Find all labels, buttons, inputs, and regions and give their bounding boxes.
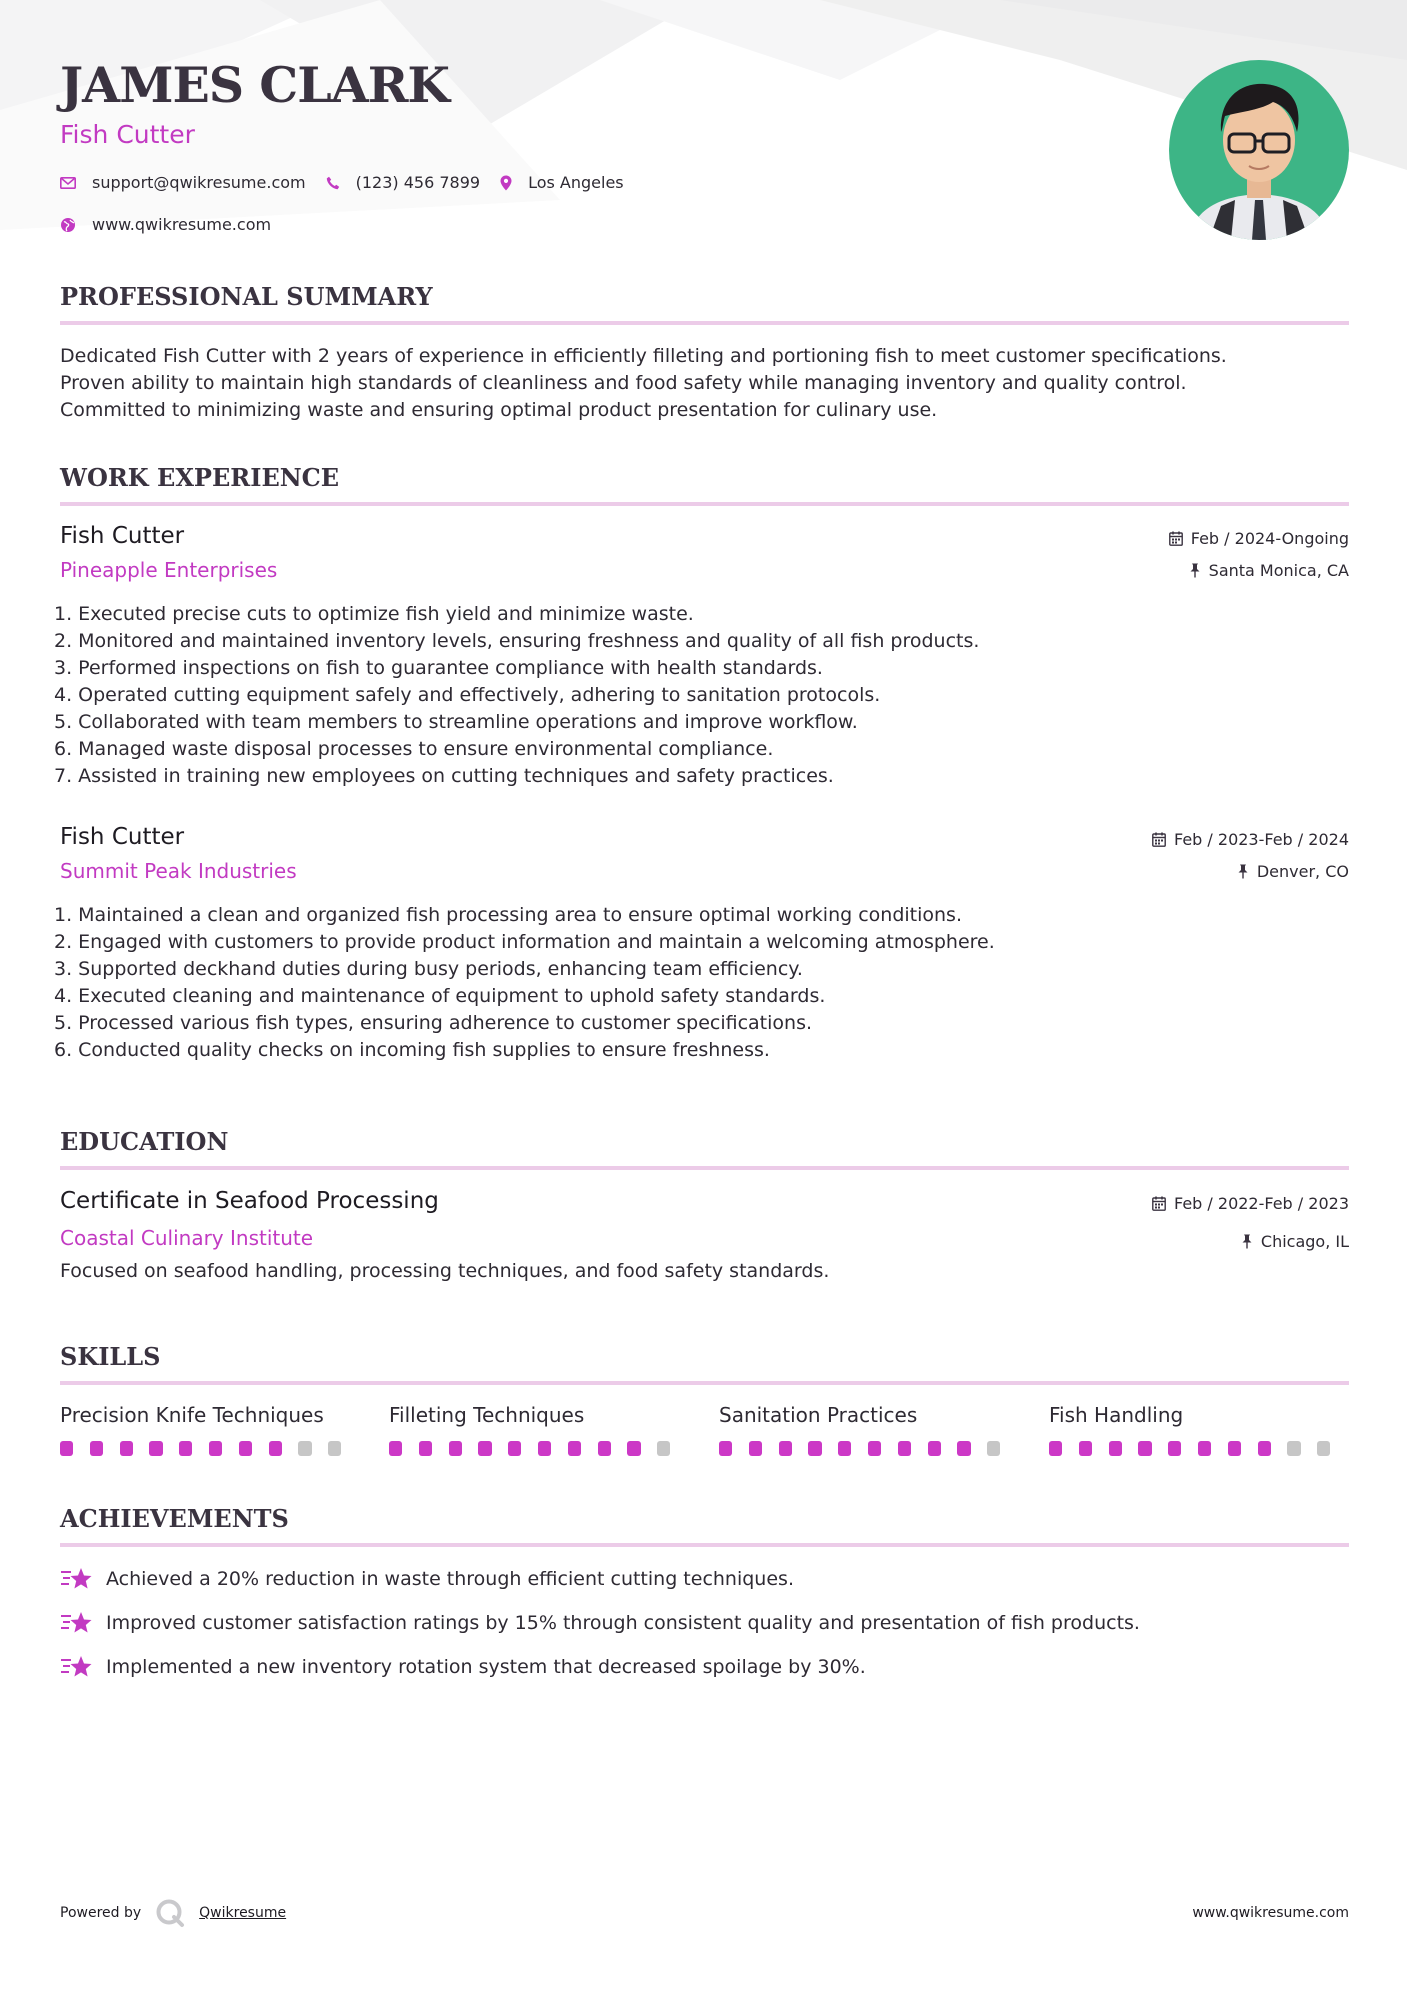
contact-phone[interactable] [326,173,480,192]
pushpin-icon [1241,1234,1253,1249]
skill-dot-filled [1138,1441,1151,1456]
qwikresume-logo-icon [155,1898,185,1928]
job-location [1189,561,1349,580]
job-bullet: 1. Executed precise cuts to optimize fish yield and minimize waste. [54,603,694,625]
skill-dot-filled [60,1441,73,1456]
location-text: Los Angeles [528,173,624,192]
summary-line: Committed to minimizing waste and ensuring optimal product presentation for culinary use. [60,399,938,421]
job-date-text: Feb / 2023-Feb / 2024 [1174,830,1349,849]
skill-dot-empty [298,1441,311,1456]
resume-page [54,0,1349,1990]
calendar-icon [1152,832,1166,847]
achievement-item [60,1566,1349,1592]
achievement-item [60,1654,1349,1680]
job-bullet: 1. Maintained a clean and organized fish processing area to ensure optimal working conditions. [54,904,962,926]
skill-dot-filled [1228,1441,1241,1456]
education-heading: EDUCATION [60,1127,1349,1170]
summary-line: Dedicated Fish Cutter with 2 years of experience in efficiently filleting and portioning fish to meet customer specifications. [60,345,1227,367]
education-date [1152,1194,1349,1213]
skill-dot-filled [389,1441,402,1456]
calendar-icon [1152,1196,1166,1211]
footer-website-link[interactable]: www.qwikresume.com [1192,1905,1349,1921]
candidate-name: JAMES CLARK [60,56,450,114]
map-pin-icon [500,175,512,191]
summary-line: Proven ability to maintain high standards of cleanliness and food safety while managing inventory and quality control. [60,372,1187,394]
pushpin-icon [1237,864,1249,879]
contact-email[interactable] [60,173,306,192]
skill-dot-filled [779,1441,792,1456]
skill-dot-filled [149,1441,162,1456]
skill-dot-filled [1049,1441,1062,1456]
company-name: Pineapple Enterprises [60,558,278,582]
profile-photo [1169,60,1349,240]
skill-dot-filled [120,1441,133,1456]
skill-dot-filled [808,1441,821,1456]
job-date [1169,529,1349,548]
achievement-text: Improved customer satisfaction ratings by 15% through consistent quality and presentation of fish products. [106,1612,1140,1634]
job-bullets [54,601,979,790]
website-text: www.qwikresume.com [92,215,272,234]
skill-dot-empty [657,1441,670,1456]
summary-heading: PROFESSIONAL SUMMARY [60,282,1349,325]
achievement-text: Achieved a 20% reduction in waste through efficient cutting techniques. [106,1568,794,1590]
education-location-text: Chicago, IL [1260,1232,1349,1251]
skill-dot-filled [1198,1441,1211,1456]
skill-item [389,1403,687,1456]
skill-dot-filled [957,1441,970,1456]
job-location-text: Denver, CO [1256,862,1349,881]
achievement-item [60,1610,1349,1636]
skill-dot-empty [987,1441,1000,1456]
phone-text: (123) 456 7899 [355,173,481,192]
skill-name: Sanitation Practices [719,1403,918,1427]
skills-grid [60,1403,1349,1463]
education-entry [60,1188,1349,1298]
skill-dot-filled [868,1441,881,1456]
contact-website[interactable] [60,215,271,234]
job-bullet: 3. Performed inspections on fish to guarantee compliance with health standards. [54,657,823,679]
job-location-text: Santa Monica, CA [1208,561,1349,580]
contact-row-website [60,215,291,234]
job-bullet: 4. Operated cutting equipment safely and effectively, adhering to sanitation protocols. [54,684,881,706]
skill-dot-filled [568,1441,581,1456]
globe-icon [60,217,76,233]
job-bullet: 5. Processed various fish types, ensuring adherence to customer specifications. [54,1012,813,1034]
skill-dot-empty [1317,1441,1330,1456]
job-date [1152,830,1349,849]
skill-name: Fish Handling [1049,1403,1184,1427]
skill-dot-filled [1079,1441,1092,1456]
skill-dot-filled [719,1441,732,1456]
shooting-star-icon [60,1566,92,1592]
skill-dot-filled [269,1441,282,1456]
skill-dot-filled [928,1441,941,1456]
candidate-title: Fish Cutter [60,120,195,149]
skill-rating [1049,1441,1347,1456]
experience-entry [54,824,1349,1074]
skill-rating [719,1441,1017,1456]
job-date-text: Feb / 2024-Ongoing [1190,529,1349,548]
footer-powered-by [60,1898,286,1928]
skill-item [60,1403,358,1456]
job-bullet: 3. Supported deckhand duties during busy periods, enhancing team efficiency. [54,958,803,980]
education-location [1241,1232,1349,1251]
skill-item [1049,1403,1347,1456]
skill-dot-filled [1258,1441,1271,1456]
achievement-text: Implemented a new inventory rotation system that decreased spoilage by 30%. [106,1656,866,1678]
education-description: Focused on seafood handling, processing techniques, and food safety standards. [60,1260,830,1282]
job-role: Fish Cutter [60,523,185,549]
job-bullet: 5. Collaborated with team members to streamline operations and improve workflow. [54,711,858,733]
shooting-star-icon [60,1654,92,1680]
contact-row [60,173,644,192]
skill-dot-filled [538,1441,551,1456]
skill-dot-filled [1168,1441,1181,1456]
skill-rating [389,1441,687,1456]
skill-dot-filled [598,1441,611,1456]
education-date-text: Feb / 2022-Feb / 2023 [1174,1194,1349,1213]
skill-dot-filled [449,1441,462,1456]
shooting-star-icon [60,1610,92,1636]
skill-dot-filled [478,1441,491,1456]
job-bullet: 6. Conducted quality checks on incoming fish supplies to ensure freshness. [54,1039,770,1061]
skill-dot-filled [898,1441,911,1456]
degree-name: Certificate in Seafood Processing [60,1188,439,1214]
job-location [1237,862,1349,881]
job-bullet: 6. Managed waste disposal processes to ensure environmental compliance. [54,738,774,760]
experience-heading: WORK EXPERIENCE [60,463,1349,506]
skill-name: Filleting Techniques [389,1403,585,1427]
powered-by-label: Powered by [60,1905,142,1921]
skill-dot-filled [749,1441,762,1456]
experience-entry [54,523,1349,793]
school-name: Coastal Culinary Institute [60,1226,314,1250]
summary-text [60,343,1349,424]
skill-dot-filled [627,1441,640,1456]
skill-dot-empty [328,1441,341,1456]
skill-dot-empty [1287,1441,1300,1456]
company-name: Summit Peak Industries [60,859,297,883]
envelope-icon [60,177,76,189]
job-bullets [54,902,995,1064]
skill-dot-filled [209,1441,222,1456]
job-bullet: 2. Monitored and maintained inventory levels, ensuring freshness and quality of all fish products. [54,630,980,652]
job-bullet: 7. Assisted in training new employees on cutting techniques and safety practices. [54,765,834,787]
skill-dot-filled [1109,1441,1122,1456]
job-bullet: 2. Engaged with customers to provide product information and maintain a welcoming atmosphere. [54,931,995,953]
pushpin-icon [1189,563,1201,578]
job-role: Fish Cutter [60,824,185,850]
skill-name: Precision Knife Techniques [60,1403,324,1427]
skill-dot-filled [508,1441,521,1456]
email-text: support@qwikresume.com [92,173,306,192]
skills-heading: SKILLS [60,1342,1349,1385]
contact-location [500,173,624,192]
calendar-icon [1169,531,1183,546]
skill-dot-filled [239,1441,252,1456]
brand-link[interactable]: Qwikresume [199,1905,287,1921]
skill-dot-filled [179,1441,192,1456]
skill-dot-filled [419,1441,432,1456]
achievements-heading: ACHIEVEMENTS [60,1504,1349,1547]
skill-rating [60,1441,358,1456]
job-bullet: 4. Executed cleaning and maintenance of equipment to uphold safety standards. [54,985,826,1007]
skill-dot-filled [90,1441,103,1456]
skill-item [719,1403,1017,1456]
phone-icon [326,176,340,190]
skill-dot-filled [838,1441,851,1456]
